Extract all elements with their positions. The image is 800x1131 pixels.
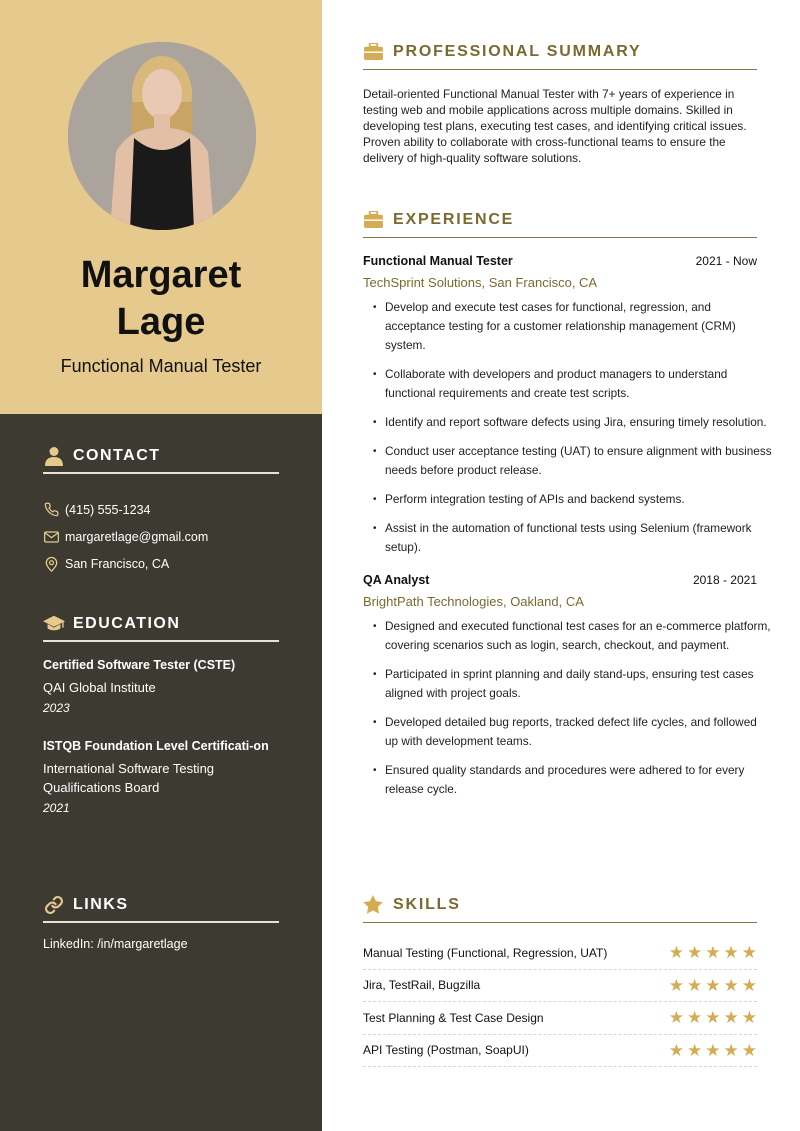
education-section	[43, 612, 279, 815]
experience-heading	[363, 208, 757, 238]
job-bullet: • Developed detailed bug reports, tracked defect life cycles, and followed up with development teams.	[363, 713, 773, 751]
summary-section	[363, 40, 757, 166]
rating-star-icon: ★	[705, 943, 721, 963]
education-title: EDUCATION	[73, 615, 181, 632]
rating-star-icon: ★	[705, 1040, 721, 1060]
skill-name: Manual Testing (Functional, Regression, UAT)	[363, 945, 608, 960]
summary-text: Detail-oriented Functional Manual Tester with 7+ years of experience in testing web and mobile applications across multiple domains. Skilled in developing test plans, executing test cases, and identifying critical issues. Proven ability to collaborate with cross-functional teams to ensure the delivery of high-quality software solutions.	[363, 87, 747, 165]
skill-rating	[669, 1042, 757, 1059]
job-entry	[363, 254, 772, 557]
skill-row	[363, 1035, 757, 1068]
job-bullet: • Ensured quality standards and procedures were adhered to for every release cycle.	[363, 761, 773, 799]
profile-header	[0, 0, 322, 414]
skills-list	[363, 937, 757, 1067]
rating-star-icon: ★	[705, 1008, 721, 1028]
skill-rating	[669, 977, 757, 994]
job-bullet: • Conduct user acceptance testing (UAT) to ensure alignment with business needs before product release.	[363, 442, 773, 480]
rating-star-icon: ★	[668, 943, 684, 963]
job-bullets	[363, 617, 773, 799]
job-company: TechSprint Solutions, San Francisco, CA	[363, 275, 598, 290]
job-bullet: • Assist in the automation of functional tests using Selenium (framework setup).	[363, 519, 773, 557]
rating-star-icon: ★	[741, 943, 757, 963]
rating-star-icon: ★	[687, 1008, 703, 1028]
rating-star-icon: ★	[687, 1040, 703, 1060]
location-text: San Francisco, CA	[65, 556, 170, 571]
rating-star-icon: ★	[668, 1040, 684, 1060]
job-bullet: • Develop and execute test cases for functional, regression, and acceptance testing for a customer relationship management (CRM) system.	[363, 298, 773, 355]
contact-phone[interactable]	[43, 496, 279, 523]
linkedin-link[interactable]: LinkedIn: /in/margaretlage	[43, 937, 188, 951]
job-bullet: • Participated in sprint planning and daily stand-ups, ensuring test cases aligned with project goals.	[363, 665, 773, 703]
contact-title: CONTACT	[73, 447, 161, 464]
education-degree: Certified Software Tester (CSTE)	[43, 658, 236, 672]
briefcase-icon	[363, 42, 383, 62]
rating-star-icon: ★	[723, 975, 739, 995]
contact-location	[43, 550, 279, 577]
summary-title: PROFESSIONAL SUMMARY	[393, 42, 642, 60]
skill-rating	[669, 944, 757, 961]
job-bullets	[363, 298, 773, 557]
star-icon	[363, 895, 383, 915]
experience-section	[363, 208, 772, 809]
skills-title: SKILLS	[393, 895, 461, 913]
job-bullet: • Identify and report software defects using Jira, ensuring timely resolution.	[363, 413, 773, 432]
job-entry	[363, 573, 771, 799]
rating-star-icon: ★	[687, 943, 703, 963]
rating-star-icon: ★	[741, 1008, 757, 1028]
education-year: 2021	[43, 801, 70, 815]
skill-name: Test Planning & Test Case Design	[363, 1010, 544, 1025]
job-title: Functional Manual Tester	[363, 254, 513, 268]
name-last: Lage	[116, 301, 206, 343]
education-school: QAI Global Institute	[43, 680, 156, 695]
skill-rating	[669, 1009, 757, 1026]
education-item	[43, 737, 279, 815]
link-icon	[43, 894, 65, 916]
job-title: QA Analyst	[363, 573, 430, 587]
mail-icon	[43, 529, 59, 545]
graduation-cap-icon	[43, 613, 65, 635]
phone-text: (415) 555-1234	[65, 502, 151, 517]
rating-star-icon: ★	[723, 943, 739, 963]
job-bullet: • Collaborate with developers and product managers to understand functional requirements and create test scripts.	[363, 365, 773, 403]
sidebar	[0, 0, 322, 1131]
rating-star-icon: ★	[723, 1008, 739, 1028]
rating-star-icon: ★	[705, 975, 721, 995]
links-title: LINKS	[73, 896, 129, 913]
name-first: Margaret	[80, 254, 242, 296]
skill-name: Jira, TestRail, Bugzilla	[363, 978, 481, 993]
rating-star-icon: ★	[741, 1040, 757, 1060]
phone-icon	[43, 502, 59, 518]
skill-row	[363, 1002, 757, 1035]
email-text: margaretlage@gmail.com	[65, 529, 209, 544]
links-section	[43, 893, 279, 951]
education-degree: ISTQB Foundation Level Certificati-on	[43, 739, 269, 753]
location-pin-icon	[43, 556, 59, 572]
rating-star-icon: ★	[668, 975, 684, 995]
experience-title: EXPERIENCE	[393, 210, 515, 228]
job-dates: 2018 - 2021	[692, 573, 757, 587]
profile-photo	[68, 42, 256, 230]
contact-section	[43, 444, 279, 577]
person-icon	[43, 445, 65, 467]
links-heading	[43, 893, 279, 923]
candidate-title: Functional Manual Tester	[60, 356, 262, 376]
skills-section	[363, 893, 757, 1067]
briefcase-icon	[363, 210, 383, 230]
rating-star-icon: ★	[668, 1008, 684, 1028]
education-heading	[43, 612, 279, 642]
education-item	[43, 656, 279, 715]
rating-star-icon: ★	[723, 1040, 739, 1060]
contact-heading	[43, 444, 279, 474]
job-dates: 2021 - Now	[695, 254, 757, 268]
education-school: International Software Testing Qualifications Board	[43, 761, 215, 795]
skill-row	[363, 970, 757, 1003]
skill-row	[363, 937, 757, 970]
education-year: 2023	[43, 701, 70, 715]
skill-name: API Testing (Postman, SoapUI)	[363, 1043, 529, 1058]
summary-heading	[363, 40, 757, 70]
candidate-name	[0, 252, 322, 346]
job-bullet: • Designed and executed functional test cases for an e-commerce platform, covering scenarios such as login, search, checkout, and payment.	[363, 617, 773, 655]
job-company: BrightPath Technologies, Oakland, CA	[363, 594, 584, 609]
job-bullet: • Perform integration testing of APIs and backend systems.	[363, 490, 773, 509]
rating-star-icon: ★	[741, 975, 757, 995]
rating-star-icon: ★	[687, 975, 703, 995]
contact-email[interactable]	[43, 523, 279, 550]
skills-heading	[363, 893, 757, 923]
